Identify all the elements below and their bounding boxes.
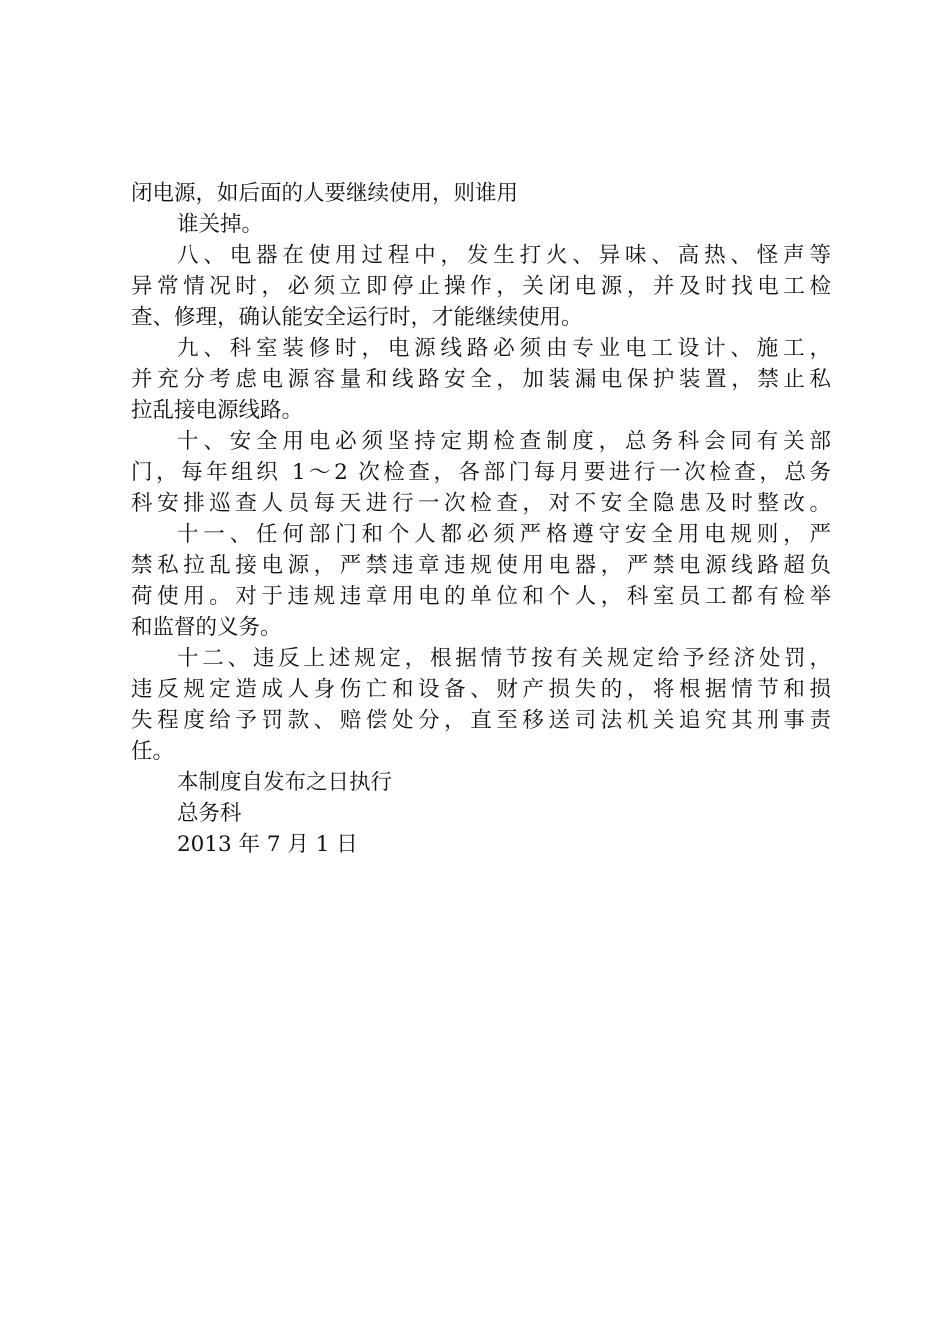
paragraph-line: 门，每年组织 1～2 次检查，各部门每月要进行一次检查，总务 bbox=[131, 460, 831, 485]
paragraph-line: 谁关掉。 bbox=[177, 212, 264, 237]
paragraph-line: 失程度给予罚款、赔偿处分，直至移送司法机关追究其刑事责 bbox=[131, 708, 831, 733]
paragraph-line: 违反规定造成人身伤亡和设备、财产损失的，将根据情节和损 bbox=[131, 677, 831, 702]
paragraph-line: 荷使用。对于违规违章用电的单位和个人，科室员工都有检举 bbox=[131, 584, 831, 609]
paragraph-line: 闭电源，如后面的人要继续使用，则谁用 bbox=[131, 181, 519, 206]
paragraph-line: 禁私拉乱接电源，严禁违章违规使用电器，严禁电源线路超负 bbox=[131, 553, 831, 578]
document-body bbox=[131, 178, 831, 860]
paragraph-line: 拉乱接电源线路。 bbox=[131, 398, 304, 423]
document-date: 2013 年 7 月 1 日 bbox=[177, 832, 358, 857]
paragraph-line: 八、电器在使用过程中，发生打火、异味、高热、怪声等 bbox=[177, 243, 831, 268]
department-signature: 总务科 bbox=[177, 801, 242, 826]
paragraph-line: 查、修理，确认能安全运行时，才能继续使用。 bbox=[131, 305, 583, 330]
paragraph-line: 并充分考虑电源容量和线路安全，加装漏电保护装置，禁止私 bbox=[131, 367, 831, 392]
paragraph-line: 和监督的义务。 bbox=[131, 615, 282, 640]
paragraph-line: 十二、违反上述规定，根据情节按有关规定给予经济处罚， bbox=[177, 646, 831, 671]
paragraph-line: 十、安全用电必须坚持定期检查制度，总务科会同有关部 bbox=[177, 429, 831, 454]
effective-statement: 本制度自发布之日执行 bbox=[177, 770, 393, 795]
paragraph-line: 任。 bbox=[131, 739, 175, 764]
paragraph-line: 异常情况时，必须立即停止操作，关闭电源，并及时找电工检 bbox=[131, 274, 831, 299]
paragraph-line: 九、科室装修时，电源线路必须由专业电工设计、施工， bbox=[177, 336, 831, 361]
paragraph-line: 科安排巡查人员每天进行一次检查，对不安全隐患及时整改。 bbox=[131, 491, 831, 516]
paragraph-line: 十一、任何部门和个人都必须严格遵守安全用电规则，严 bbox=[177, 522, 831, 547]
